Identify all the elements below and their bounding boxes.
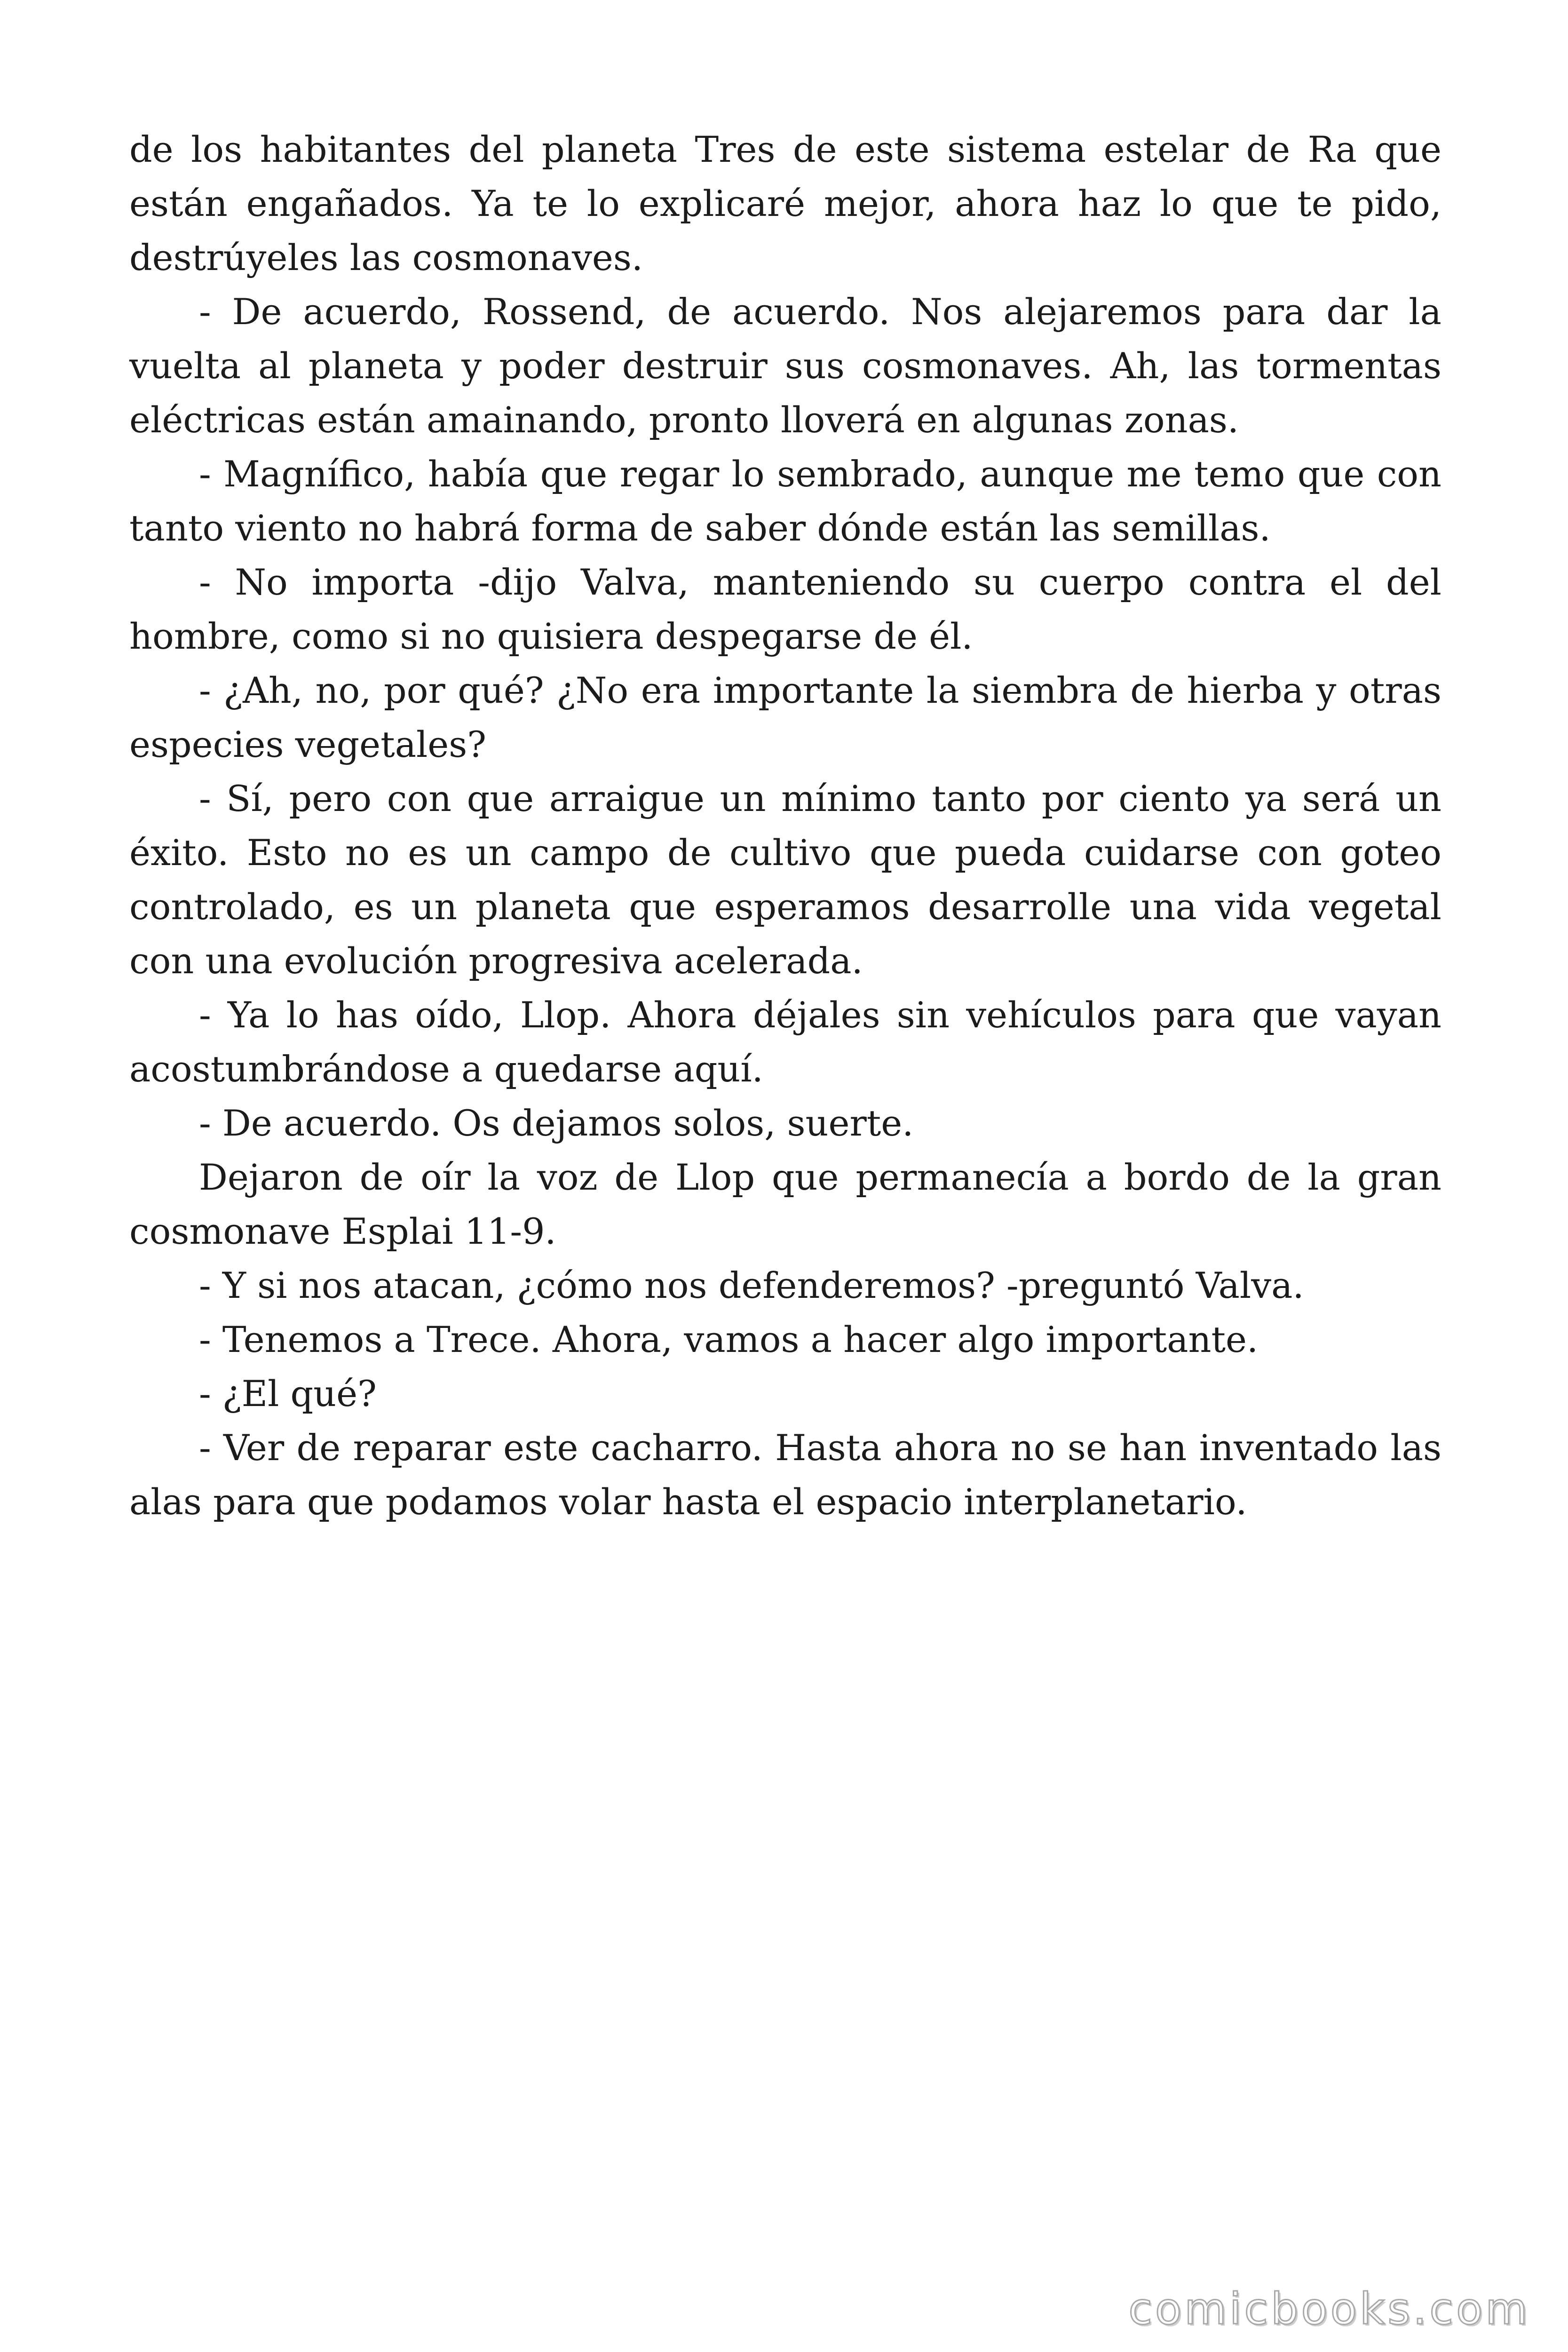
paragraph: - ¿Ah, no, por qué? ¿No era importante la siembra de hierba y otras especies vegetales?	[129, 669, 1441, 765]
paragraph: - Magnífico, había que regar lo sembrado, aunque me temo que con tanto viento no habrá forma de saber dónde están las semillas.	[129, 453, 1441, 549]
paragraph: - Sí, pero con que arraigue un mínimo tanto por ciento ya será un éxito. Esto no es un campo de cultivo que pueda cuidarse con goteo controlado, es un planeta que esperamos desarrolle una vida vegetal con una evolución progresiva acelerada.	[129, 778, 1441, 982]
paragraph: - Tenemos a Trece. Ahora, vamos a hacer algo importante.	[199, 1319, 1259, 1360]
paragraph: - Ya lo has oído, Llop. Ahora déjales sin vehículos para que vayan acostumbrándose a quedarse aquí.	[129, 994, 1441, 1090]
watermark-text: comicbooks.com	[1128, 2284, 1530, 2334]
paragraph: - ¿El qué?	[199, 1373, 377, 1414]
paragraph: - Y si nos atacan, ¿cómo nos defenderemos? -preguntó Valva.	[199, 1264, 1304, 1306]
paragraph: - Ver de reparar este cacharro. Hasta ahora no se han inventado las alas para que podamos volar hasta el espacio interplanetario.	[129, 1427, 1441, 1523]
paragraph: - De acuerdo. Os dejamos solos, suerte.	[199, 1102, 914, 1144]
paragraph: - De acuerdo, Rossend, de acuerdo. Nos alejaremos para dar la vuelta al planeta y poder destruir sus cosmonaves. Ah, las tormentas eléctricas están amainando, pronto lloverá en algunas zonas.	[129, 291, 1441, 441]
paragraph: - No importa -dijo Valva, manteniendo su cuerpo contra el del hombre, como si no quisiera despegarse de él.	[129, 561, 1441, 657]
paragraph: Dejaron de oír la voz de Llop que permanecía a bordo de la gran cosmonave Esplai 11-9.	[129, 1156, 1441, 1252]
page-body-text	[129, 122, 1441, 1529]
paragraph: de los habitantes del planeta Tres de este sistema estelar de Ra que están engañados. Ya te lo explicaré mejor, ahora haz lo que te pido, destrúyeles las cosmonaves.	[129, 128, 1441, 278]
